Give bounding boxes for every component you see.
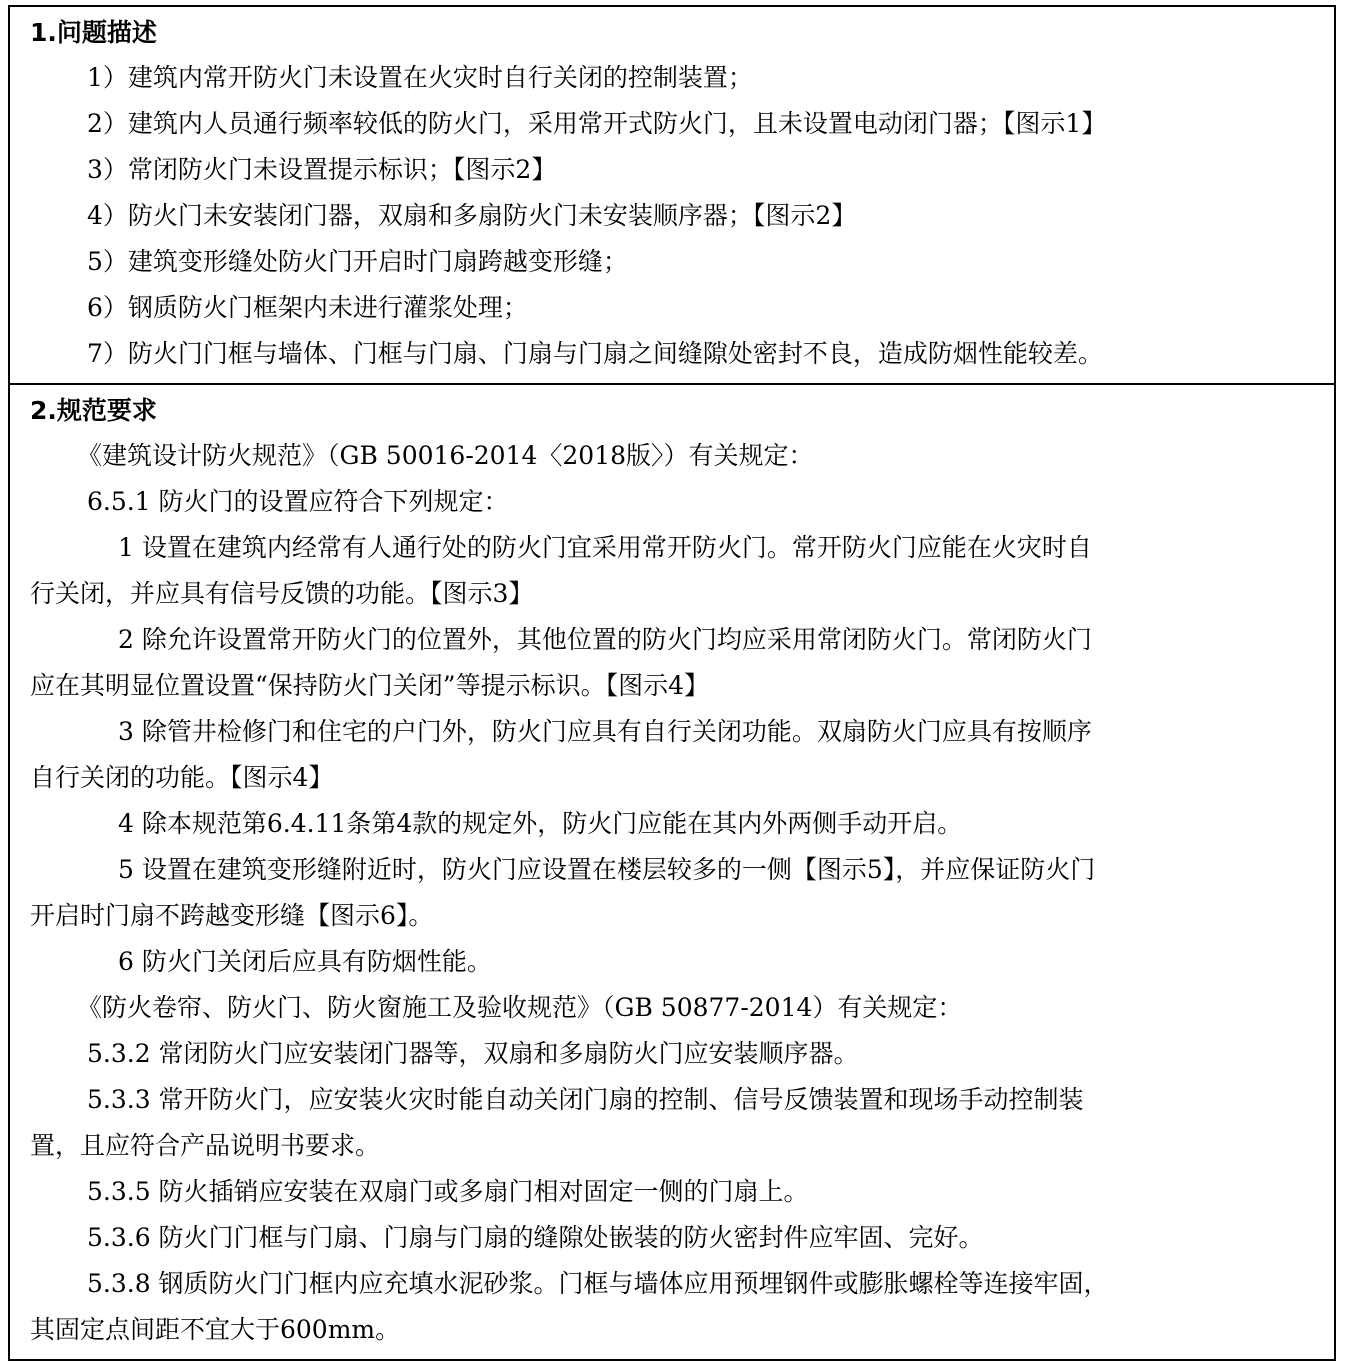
clause-item: 5.3.2 常闭防火门应安装闭门器等，双扇和多扇防火门应安装顺序器。: [87, 1039, 859, 1068]
clause-item: 1 设置在建筑内经常有人通行处的防火门宜采用常开防火门。常开防火门应能在火灾时自: [118, 533, 1092, 562]
requirements-heading: 2.规范要求: [30, 396, 157, 425]
standard-title: 《建筑设计防火规范》（GB 50016-2014〈2018版〉）有关规定：: [77, 441, 814, 470]
standard-title: 《防火卷帘、防火门、防火窗施工及验收规范》（GB 50877-2014）有关规定：: [77, 993, 963, 1022]
problem-item: 1）建筑内常开防火门未设置在火灾时自行关闭的控制装置；: [87, 63, 753, 92]
clause-item-continuation: 行关闭，并应具有信号反馈的功能。【图示3】: [30, 579, 534, 608]
clause-item: 5.3.5 防火插销应安装在双扇门或多扇门相对固定一侧的门扇上。: [87, 1177, 809, 1206]
clause-item: 5.3.8 钢质防火门门框内应充填水泥砂浆。门框与墙体应用预埋钢件或膨胀螺栓等连接牢固，: [87, 1269, 1109, 1298]
clause-item: 5.3.6 防火门门框与门扇、门扇与门扇的缝隙处嵌装的防火密封件应牢固、完好。: [87, 1223, 984, 1252]
document-table: [8, 5, 1336, 1361]
clause-item-continuation: 自行关闭的功能。【图示4】: [30, 763, 334, 792]
clause-item: 5.3.3 常开防火门，应安装火灾时能自动关闭门扇的控制、信号反馈装置和现场手动控制装: [87, 1085, 1084, 1114]
problem-item: 6）钢质防火门框架内未进行灌浆处理；: [87, 293, 528, 322]
clause-item-continuation: 应在其明显位置设置“保持防火门关闭”等提示标识。【图示4】: [30, 671, 709, 700]
clause-item-continuation: 其固定点间距不宜大于600mm。: [30, 1315, 401, 1344]
requirements-section: [10, 383, 1334, 1359]
clause-item: 6 防火门关闭后应具有防烟性能。: [118, 947, 492, 976]
problem-item: 4）防火门未安装闭门器，双扇和多扇防火门未安装顺序器；【图示2】: [87, 201, 857, 230]
problem-item: 5）建筑变形缝处防火门开启时门扇跨越变形缝；: [87, 247, 628, 276]
clause-item-continuation: 置，且应符合产品说明书要求。: [30, 1131, 381, 1160]
problem-item: 7）防火门门框与墙体、门框与门扇、门扇与门扇之间缝隙处密封不良，造成防烟性能较差。: [87, 339, 1103, 368]
problem-item: 2）建筑内人员通行频率较低的防火门，采用常开式防火门，且未设置电动闭门器；【图示1】: [87, 109, 1107, 138]
clause-item: 4 除本规范第6.4.11条第4款的规定外，防火门应能在其内外两侧手动开启。: [118, 809, 963, 838]
problem-section: [10, 7, 1334, 383]
clause-item: 2 除允许设置常开防火门的位置外，其他位置的防火门均应采用常闭防火门。常闭防火门: [118, 625, 1092, 654]
problem-item: 3）常闭防火门未设置提示标识；【图示2】: [87, 155, 557, 184]
clause-item: 5 设置在建筑变形缝附近时，防火门应设置在楼层较多的一侧【图示5】，并应保证防火门: [118, 855, 1096, 884]
clause-item: 3 除管井检修门和住宅的户门外，防火门应具有自行关闭功能。双扇防火门应具有按顺序: [118, 717, 1092, 746]
clause-item-continuation: 开启时门扇不跨越变形缝【图示6】。: [30, 901, 434, 930]
clause-heading: 6.5.1 防火门的设置应符合下列规定：: [87, 487, 509, 516]
problem-heading: 1.问题描述: [30, 18, 157, 47]
